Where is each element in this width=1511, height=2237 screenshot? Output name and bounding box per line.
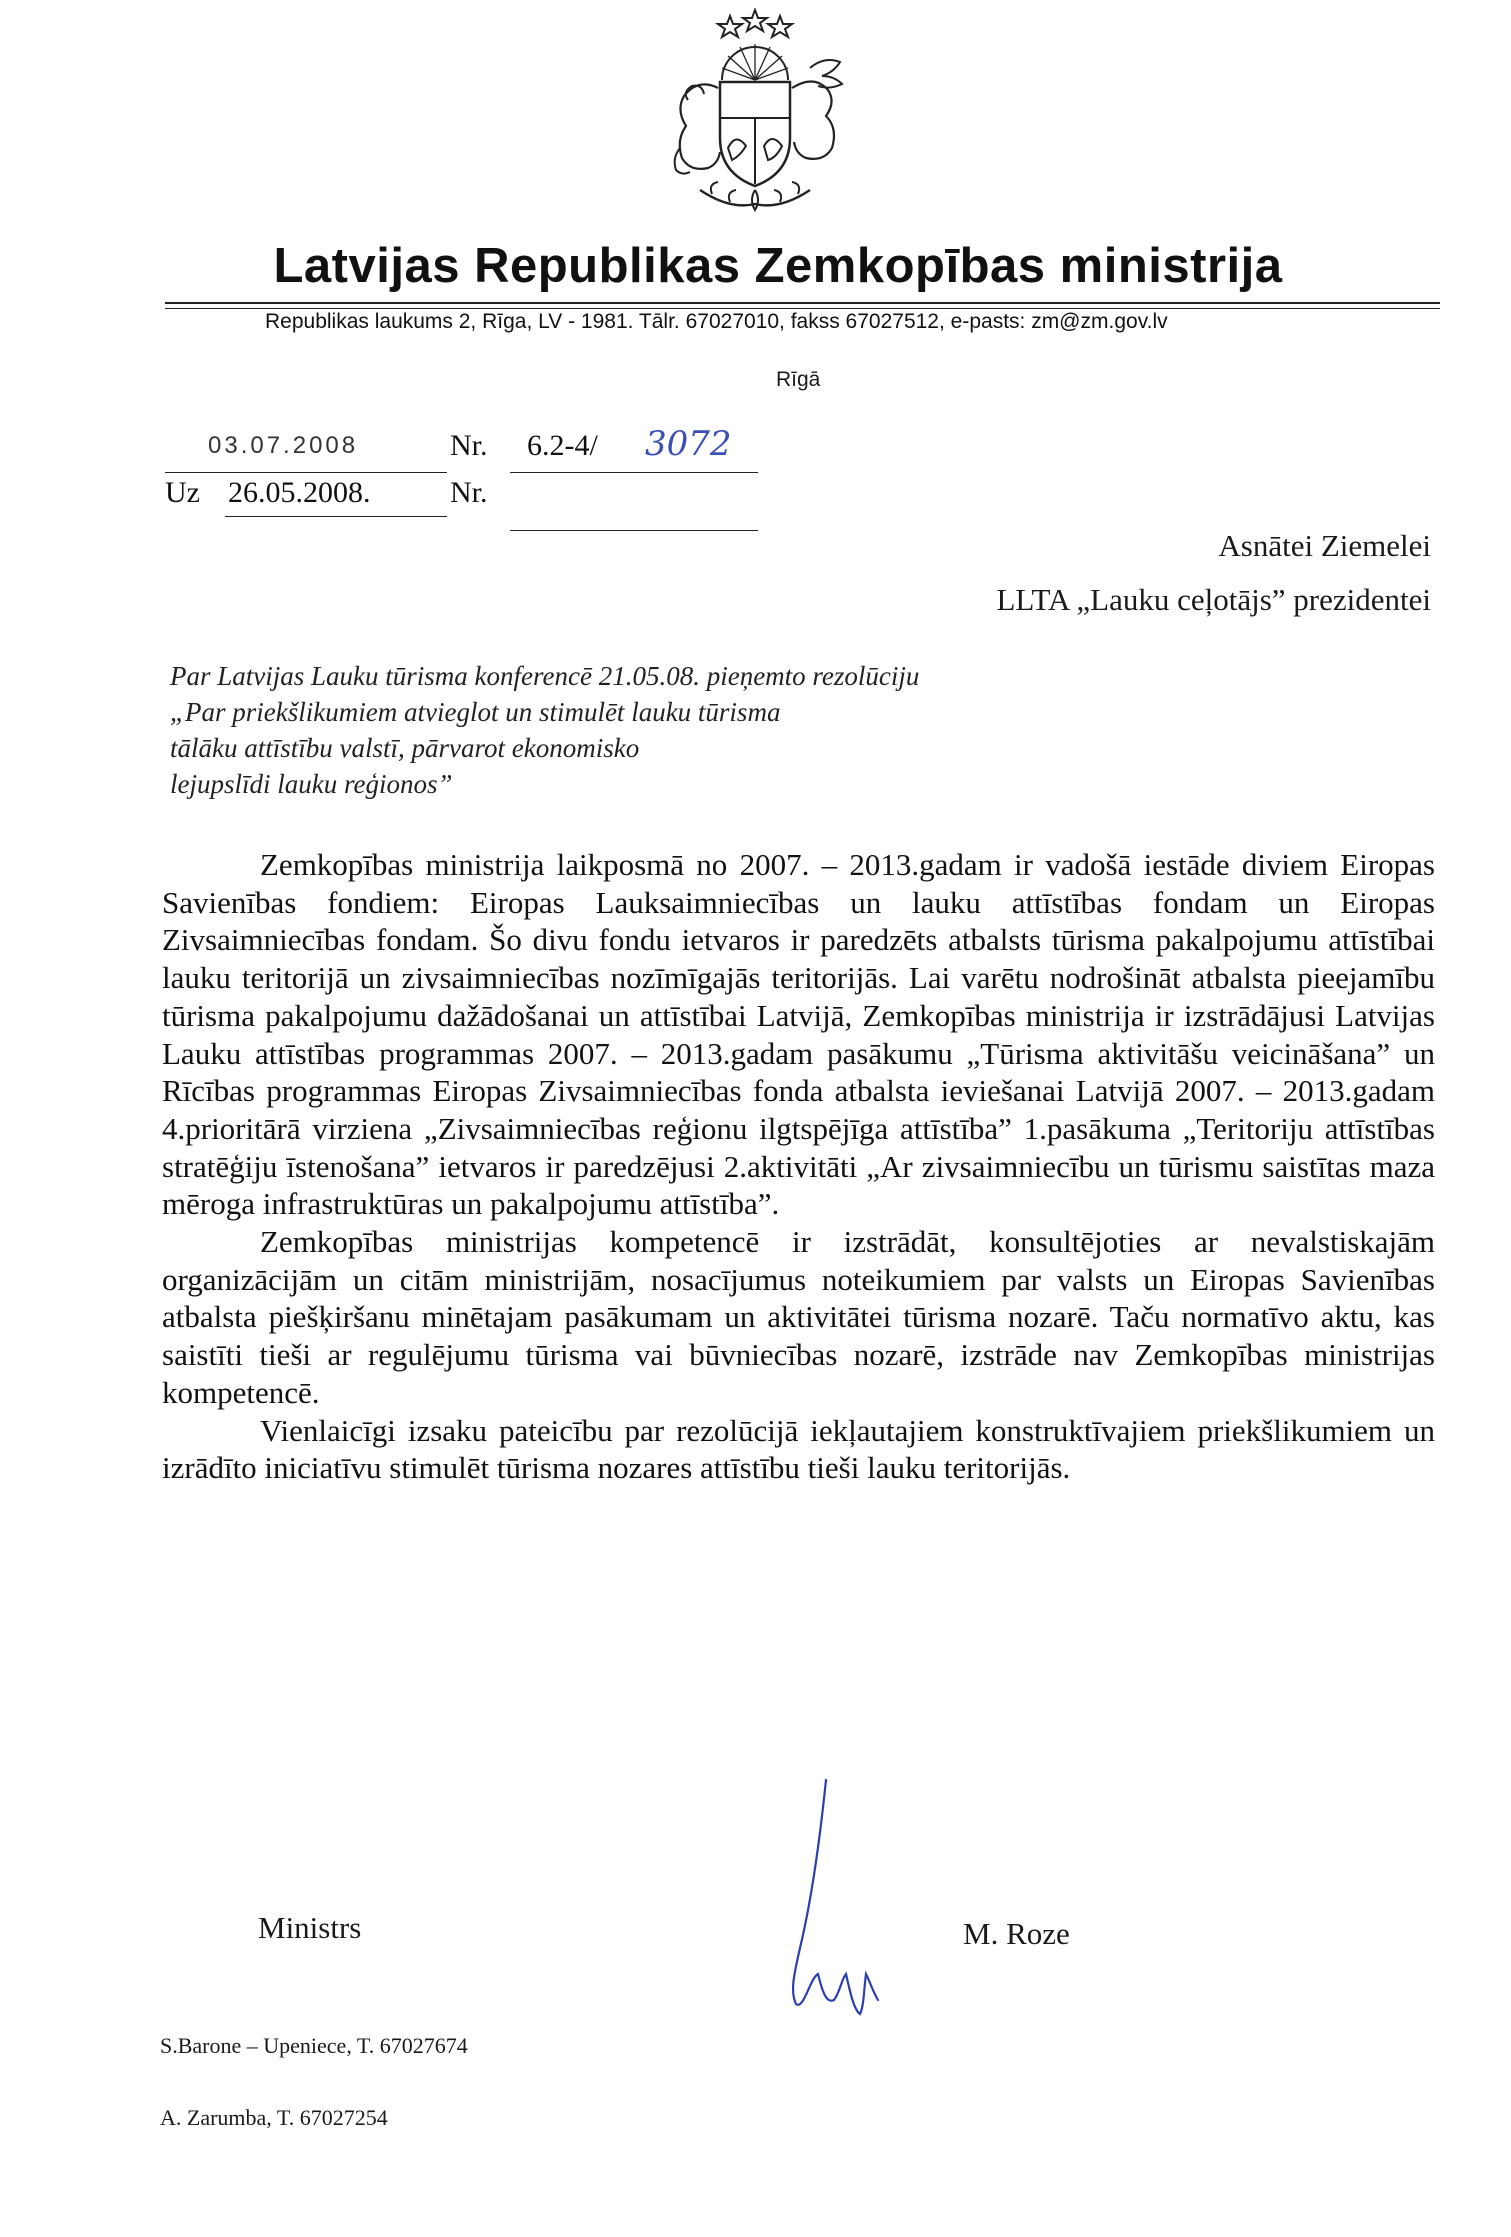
organization-name: Latvijas Republikas Zemkopības ministrija bbox=[273, 239, 1283, 293]
subject-line: tālāku attīstību valstī, pārvarot ekonomisko bbox=[170, 733, 640, 763]
subject-line: Par Latvijas Lauku tūrisma konferencē 21.05.08. pieņemto rezolūciju bbox=[170, 661, 920, 691]
letter-subject bbox=[170, 658, 1170, 802]
coat-of-arms-emblem bbox=[660, 8, 850, 223]
contact-person: A. Zarumba, T. 67027254 bbox=[160, 2105, 388, 2130]
number-underline bbox=[510, 472, 758, 473]
reply-date-underline bbox=[225, 516, 447, 517]
document-date-stamp: 03.07.2008 bbox=[208, 432, 359, 459]
organization-address: Republikas laukums 2, Rīga, LV - 1981. Tālr. 67027010, fakss 67027512, e-pasts: zm@zm.gov.lv bbox=[265, 310, 1168, 333]
addressee-name: Asnātei Ziemelei bbox=[1218, 528, 1431, 563]
contact-person: S.Barone – Upeniece, T. 67027674 bbox=[160, 2033, 468, 2058]
reply-number-underline bbox=[510, 530, 758, 531]
document-number-label: Nr. bbox=[450, 429, 488, 462]
header-divider-thin bbox=[165, 308, 1440, 309]
addressee-position: LLTA „Lauku ceļotājs” prezidentei bbox=[996, 582, 1431, 617]
reply-to-number-label: Nr. bbox=[450, 476, 488, 509]
reply-to-date: 26.05.2008. bbox=[228, 476, 371, 509]
subject-line: „Par priekšlikumiem atvieglot un stimulēt lauku tūrisma bbox=[170, 697, 781, 727]
signer-name: M. Roze bbox=[963, 1916, 1070, 1951]
subject-line: lejupslīdi lauku reģionos” bbox=[170, 769, 453, 799]
body-paragraph: Zemkopības ministrijas kompetencē ir izstrādāt, konsultējoties ar nevalstiskajām organizācijām un citām ministrijām, nosacījumus noteikumiem par valsts un Eiropas Savienības atbalsta piešķiršanu minētajam pasākumam un aktivitātei tūrisma nozarē. Taču normatīvo aktu, kas saistīti tieši ar regulējumu tūrisma vai būvniecības nozarē, izstrāde nav Zemkopības ministrijas kompetencē. bbox=[162, 1224, 1435, 1410]
signer-title: Ministrs bbox=[258, 1910, 362, 1945]
handwritten-number: 3072 bbox=[645, 424, 732, 464]
city-label: Rīgā bbox=[776, 368, 821, 391]
body-paragraph: Zemkopības ministrija laikposmā no 2007. – 2013.gadam ir vadošā iestāde diviem Eiropas Savienības fondiem: Eiropas Lauksaimniecības un lauku attīstības fondam un Eiropas Zivsaimniecības fondam. Šo divu fondu ietvaros ir paredzēts atbalsts tūrisma pakalpojumu attīstībai lauku teritorijā un zivsaimniecības nozīmīgajās teritorijās. Lai varētu nodrošināt atbalsta pieejamību tūrisma pakalpojumu dažādošanai un attīstībai Latvijā, Zemkopības ministrija ir izstrādājusi Latvijas Lauku attīstības programmas 2007. – 2013.gadam pasākumu „Tūrisma aktivitāšu veicināšana” un Rīcības programmas Eiropas Zivsaimniecības fonda atbalsta ieviešanai Latvijā 2007. – 2013.gadam 4.prioritārā virziena „Zivsaimniecības reģionu ilgtspējīga attīstība” 1.pasākuma „Teritoriju attīstības stratēģiju īstenošana” ietvaros ir paredzējusi 2.aktivitāti „Ar zivsaimniecību un tūrismu saistītas maza mēroga infrastruktūras un pakalpojumu attīstība”. bbox=[162, 847, 1435, 1222]
body-paragraph: Vienlaicīgi izsaku pateicību par rezolūcijā iekļautajiem konstruktīvajiem priekšlikumiem un izrādīto iniciatīvu stimulēt tūrisma nozares attīstību tieši lauku teritorijās. bbox=[162, 1412, 1435, 1486]
letter-body bbox=[162, 846, 1435, 1487]
date-underline bbox=[165, 472, 447, 473]
header-divider bbox=[165, 302, 1440, 304]
document-number-value: 6.2-4/ bbox=[527, 429, 598, 462]
handwritten-signature bbox=[760, 1778, 890, 2028]
reply-to-label: Uz bbox=[165, 476, 200, 509]
